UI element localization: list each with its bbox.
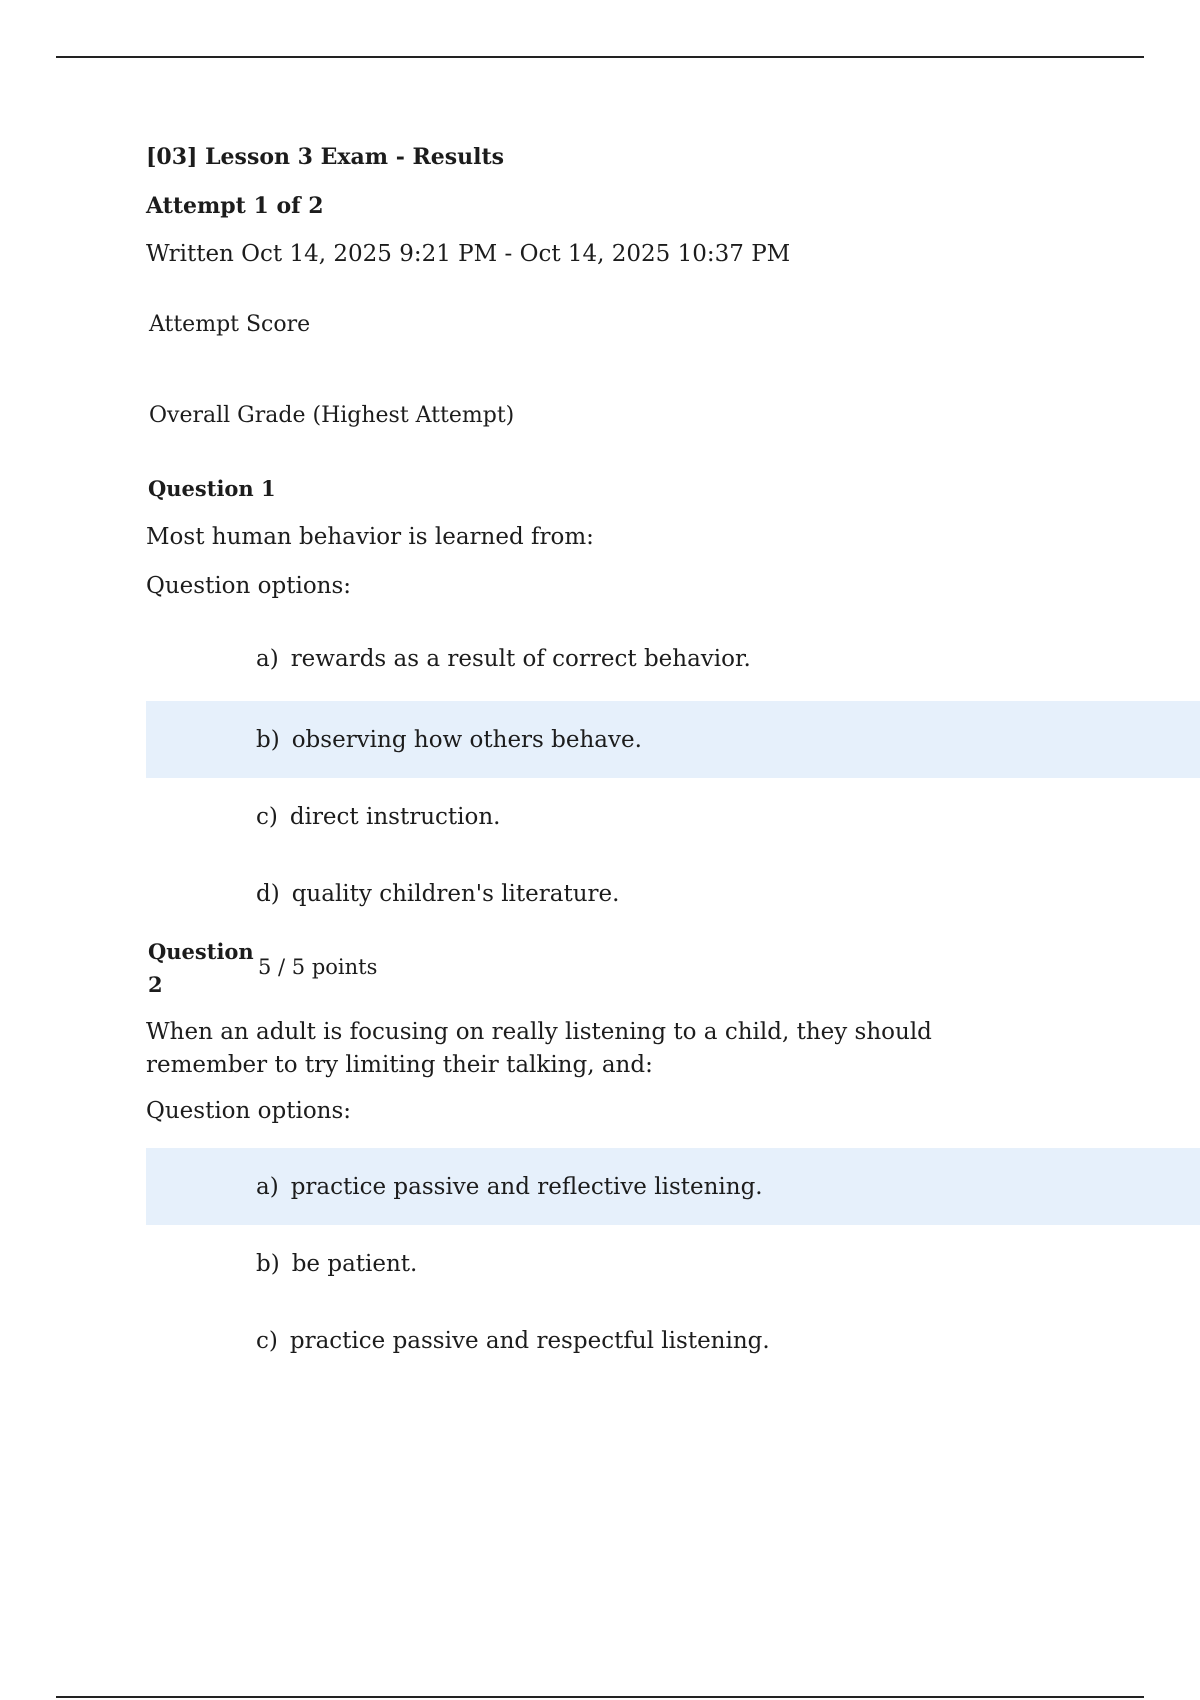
bottom-rule: [56, 1696, 1144, 1698]
question-2-points: 5 / 5 points: [258, 955, 378, 979]
question-2-text: When an adult is focusing on really listening to a child, they should remember to try limiting their talking, and:: [146, 1019, 932, 1078]
top-rule: [56, 56, 1144, 58]
option-text: rewards as a result of correct behavior.: [290, 645, 751, 672]
option-letter: c): [256, 803, 278, 830]
question-1-option-b[interactable]: [146, 701, 1200, 778]
question-1-options-label: Question options:: [146, 573, 352, 599]
option-letter: a): [256, 1173, 279, 1200]
option-text: practice passive and respectful listening.: [289, 1327, 770, 1354]
option-letter: c): [256, 1327, 278, 1354]
attempt-label: Attempt 1 of 2: [146, 193, 324, 219]
question-2-heading: Question 2: [148, 939, 254, 997]
question-2-option-a[interactable]: [146, 1148, 1200, 1225]
option-letter: b): [256, 726, 280, 753]
option-text: be patient.: [291, 1250, 418, 1277]
option-letter: a): [256, 645, 279, 672]
question-2-options-label: Question options:: [146, 1098, 352, 1124]
option-letter: b): [256, 1250, 280, 1277]
option-text: direct instruction.: [289, 803, 501, 830]
question-1-option-d[interactable]: [146, 855, 1200, 932]
option-text: observing how others behave.: [291, 726, 642, 753]
question-2-option-b[interactable]: [146, 1225, 1200, 1302]
question-1-heading: Question 1: [148, 476, 276, 501]
page-title: [03] Lesson 3 Exam - Results: [146, 144, 505, 170]
option-letter: d): [256, 880, 280, 907]
option-text: practice passive and reflective listening.: [290, 1173, 763, 1200]
written-timestamp: Written Oct 14, 2025 9:21 PM - Oct 14, 2025 10:37 PM: [146, 241, 791, 267]
option-text: quality children's literature.: [291, 880, 620, 907]
attempt-score-label: Attempt Score: [149, 312, 311, 337]
overall-grade-label: Overall Grade (Highest Attempt): [149, 403, 515, 428]
question-2-option-c[interactable]: [146, 1302, 1200, 1379]
question-1-option-a[interactable]: [146, 620, 1200, 697]
question-1-text: Most human behavior is learned from:: [146, 524, 594, 550]
question-1-option-c[interactable]: [146, 778, 1200, 855]
